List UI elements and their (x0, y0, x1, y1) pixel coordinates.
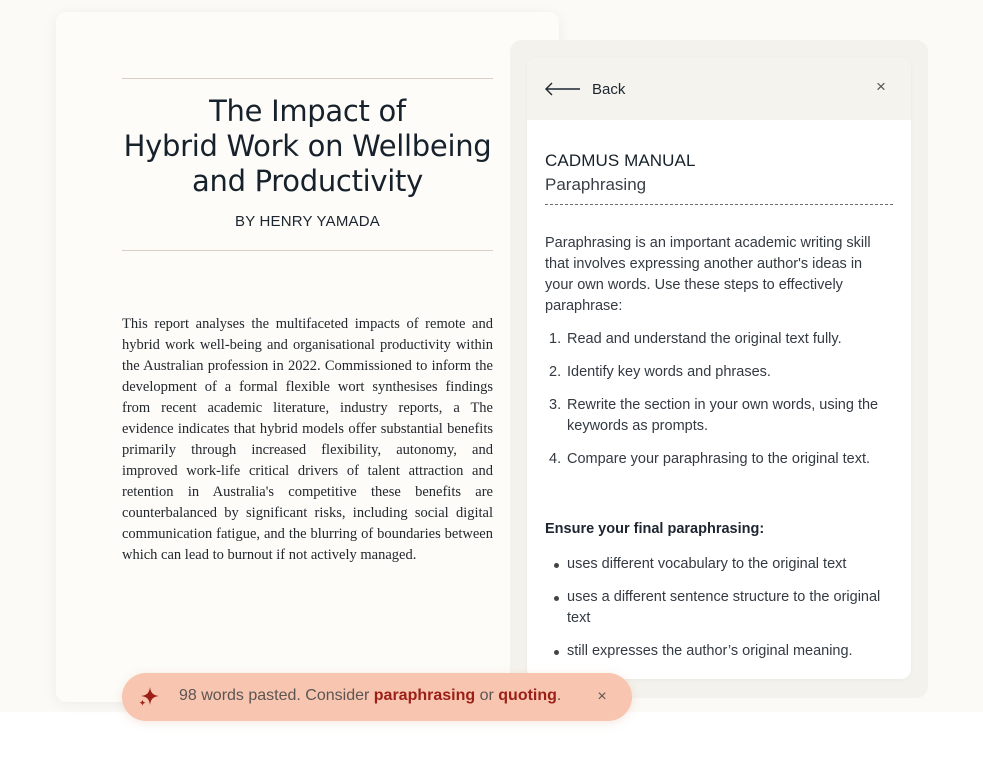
toast-middle: or (475, 687, 499, 704)
step-number: 3. (549, 397, 562, 413)
manual-title: CADMUS MANUAL (545, 151, 696, 170)
list-item: still expresses the author’s original meaning. (545, 641, 895, 662)
title-line-2: Hybrid Work on Wellbeing (123, 129, 492, 163)
close-toast-icon[interactable]: × (597, 688, 607, 705)
title-line-1: The Impact of (209, 94, 406, 128)
document-title (116, 94, 499, 199)
list-item (545, 362, 895, 383)
dashed-divider (545, 204, 893, 205)
list-item (545, 449, 895, 470)
paraphrasing-link[interactable]: paraphrasing (373, 687, 476, 704)
toast-prefix: 98 words pasted. Consider (179, 687, 374, 704)
steps-list (545, 329, 895, 470)
title-top-rule (122, 78, 493, 79)
manual-panel (527, 57, 911, 679)
back-button[interactable] (544, 78, 625, 100)
step-text: Rewrite the section in your own words, using the keywords as prompts. (567, 397, 879, 434)
step-number: 1. (549, 331, 562, 347)
title-bottom-rule (122, 250, 493, 251)
list-item (545, 329, 895, 350)
document-body[interactable]: This report analyses the multifaceted impacts of remote and hybrid work well-being and organisational productivity within the Australian profession in 2022. Commissioned to inform the development of a formal flexible wort synthesises findings from recent academic literature, industry reports, a The evidence indicates that hybrid models offer substantial benefits primarily through increased flexibility, autonomy, and improved work-life critical drivers of talent attraction and retention in Australia's competitive these benefits are counterbalanced by significant risks, including social digital communication fatigue, and the blurring of boundaries between which can lead to burnout if not actively managed. (122, 316, 493, 563)
close-panel-icon[interactable]: × (876, 77, 886, 96)
step-number: 2. (549, 364, 562, 380)
document-card (56, 12, 562, 704)
manual-subtitle: Paraphrasing (545, 175, 647, 194)
step-text: Read and understand the original text fully. (567, 331, 842, 347)
back-label: Back (592, 80, 626, 98)
sparkle-icon (138, 686, 160, 708)
step-text: Compare your paraphrasing to the original text. (567, 451, 871, 467)
toast-suffix: . (556, 687, 562, 704)
quoting-link[interactable]: quoting (498, 687, 557, 704)
paste-warning-toast (122, 673, 632, 721)
manual-intro: Paraphrasing is an important academic writing skill that involves expressing another author's ideas in your own words. Use these steps to effectively paraphrase: (545, 235, 871, 314)
list-item (545, 395, 895, 437)
arrow-left-icon (544, 82, 582, 96)
document-author: BY HENRY YAMADA (234, 213, 380, 230)
title-line-3: and Productivity (192, 164, 423, 198)
list-item: uses a different sentence structure to the original text (545, 587, 895, 629)
panel-header (527, 57, 911, 120)
ensure-list (545, 554, 895, 662)
toast-message (179, 687, 561, 705)
step-text: Identify key words and phrases. (567, 364, 771, 380)
step-number: 4. (549, 451, 562, 467)
list-item: uses different vocabulary to the original text (545, 554, 895, 575)
ensure-heading: Ensure your final paraphrasing: (545, 521, 765, 537)
